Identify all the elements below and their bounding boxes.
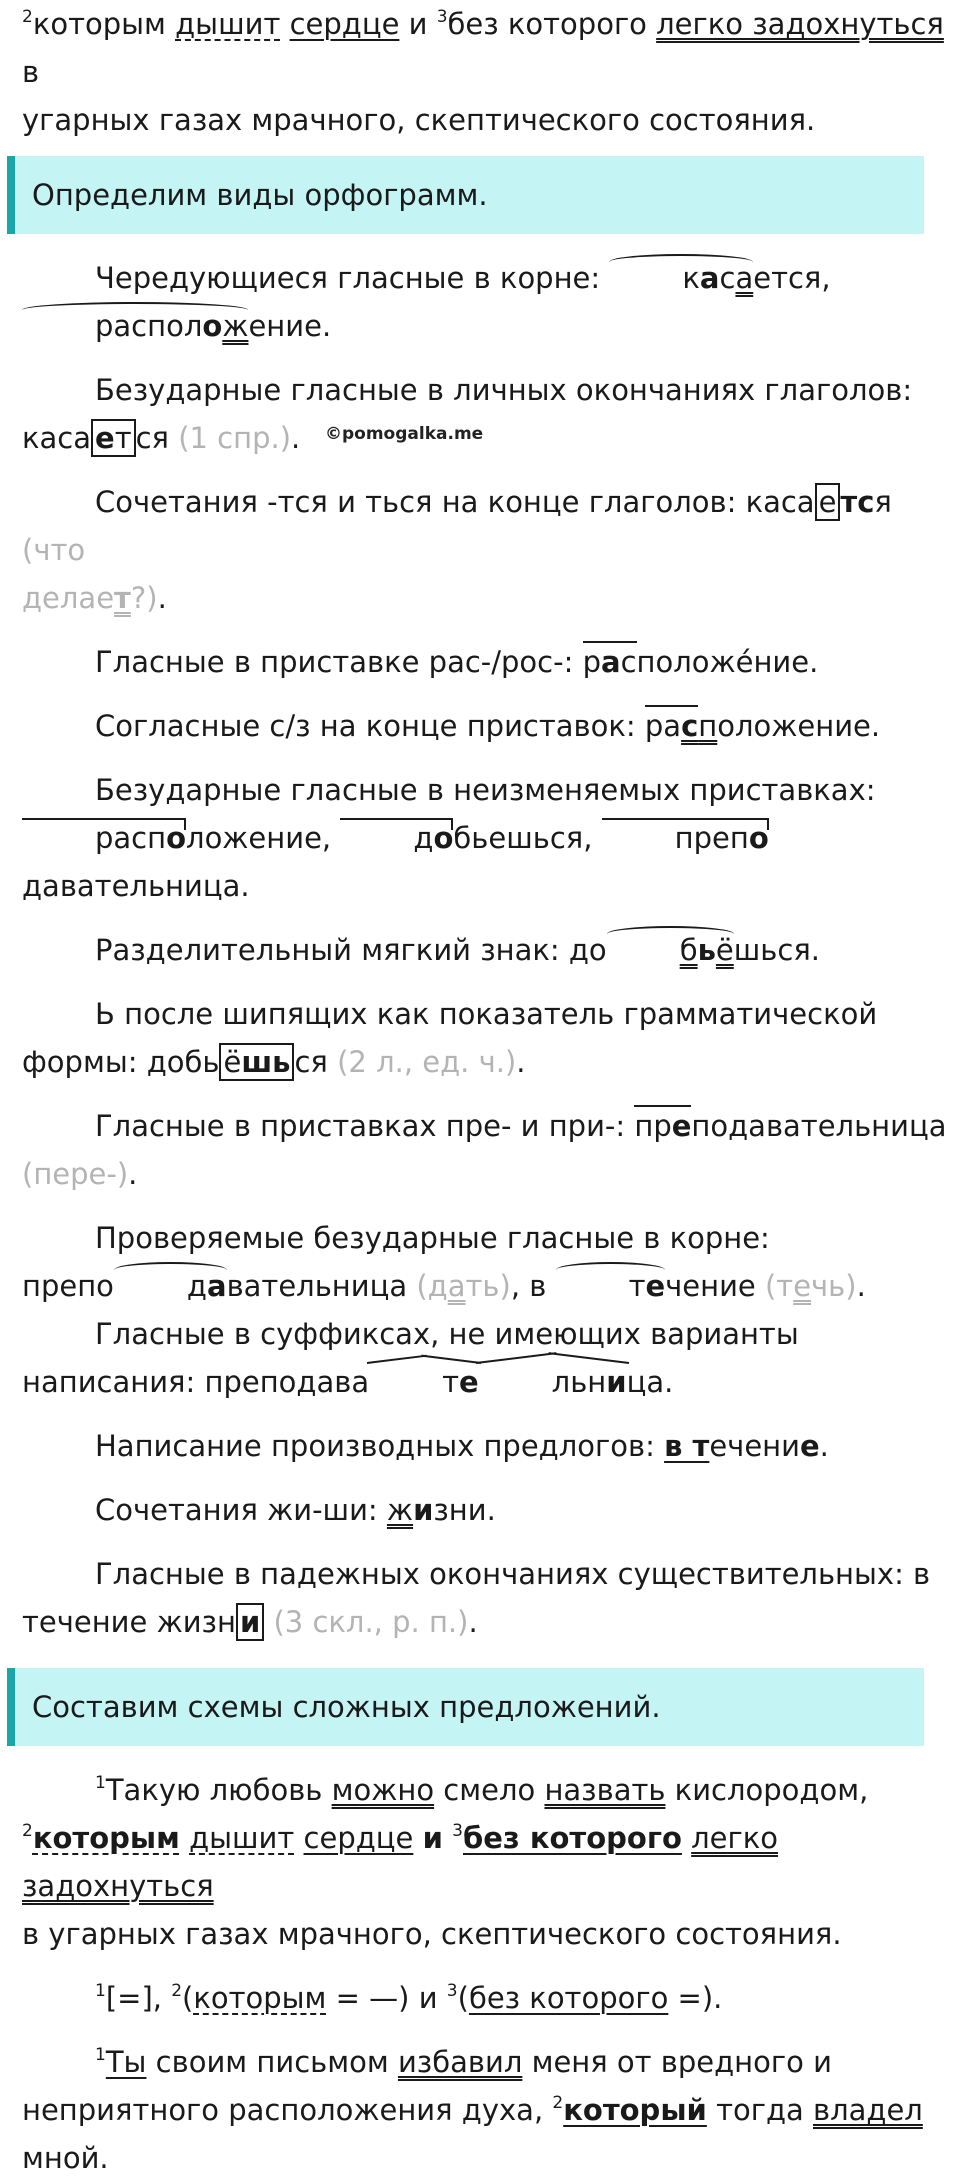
sentence-1-line-2: $^2$которым дышит сердце и $^3$без которого легко задохнуться <box>22 1821 779 1903</box>
watermark: ©pomogalka.me <box>325 424 484 444</box>
ending-box: ет <box>91 419 136 457</box>
intro-line-2: угарных газах мрачного, скептического состояния. <box>22 103 816 137</box>
rule-s-z: Согласные с/з на конце приставок: расположение. <box>22 702 952 750</box>
root-arc: да <box>114 1262 227 1310</box>
root-arc: те <box>556 1262 666 1310</box>
rule-suffix-vowels: Гласные в суффиксах, не имеющих варианты написания: преподава те льница. <box>22 1310 952 1406</box>
rule-alternating-vowels: Чередующиеся гласные в корне: касается, расположение. <box>22 254 952 350</box>
ending-box: ёшь <box>219 1043 294 1081</box>
prefix-bar: рас <box>583 641 637 679</box>
word-bez-kotorogo: без которого <box>447 7 647 41</box>
sentence-1-line-3: в угарных газах мрачного, скептического состояния. <box>22 1917 842 1951</box>
root-arc: бьё <box>607 926 734 974</box>
rule-checkable-vowels: Проверяемые безударные гласные в корне: препо давательница (дать), в течение (течь). <box>22 1214 952 1310</box>
rule-verb-endings: Безударные гласные в личных окончаниях глаголов: каса ет ся (1 спр.). <box>22 373 913 455</box>
rule-ras-ros: Гласные в приставке рас-/рос-: расположе́ние. <box>22 638 952 686</box>
word-dyshit: дышит <box>175 7 281 41</box>
word-legko-zadokhnutsya: легко задохнуться <box>656 7 944 41</box>
suffix-mark: льни <box>479 1358 627 1406</box>
ending-box: е <box>815 483 841 521</box>
sentence-2-line-2: неприятного расположения духа, $^2$который тогда владел <box>22 2093 923 2127</box>
rule-derived-prepositions: Написание производных предлогов: в течение. <box>95 1429 829 1463</box>
rule-soft-sign-after-sibilants: Ь после шипящих как показатель грамматической формы: добь ёшь ся (2 л., ед. ч.). <box>22 997 878 1079</box>
section-heading-schemes: Составим схемы сложных предложений. <box>7 1668 924 1746</box>
word-kotorym: которым <box>32 7 166 41</box>
root-arc: располож <box>22 302 248 350</box>
rule-zhi-shi: Сочетания жи-ши: жизни. <box>95 1493 496 1527</box>
word-i: и <box>408 7 428 41</box>
sentence-1-scheme: $^1$[=], $^2$(которым = —) и $^3$(без которого =). <box>95 1981 723 2015</box>
rule-pre-pri: Гласные в приставках пре- и при-: преподавательница (пере-). <box>22 1102 952 1198</box>
rule-unchangeable-prefixes: Безударные гласные в неизменяемых приставках: расположение, добьешься, преподавательница. <box>22 773 876 903</box>
prefix-bar: рас <box>645 705 698 743</box>
root-arc: каса <box>609 254 753 302</box>
sentence-2-line-1: $^1$Ты своим письмом избавил меня от вредного и <box>95 2045 832 2079</box>
sup-number: 3 <box>436 7 448 27</box>
word-serdtse: сердце <box>289 7 400 41</box>
rule-soft-sign: Разделительный мягкий знак: до бьёшься. <box>22 926 952 974</box>
word-v: в <box>22 55 40 89</box>
section-heading-orthograms: Определим виды орфограмм. <box>7 156 924 234</box>
sup-number: 2 <box>22 7 33 27</box>
sentence-2-line-3: мной. <box>22 2141 109 2175</box>
suffix-mark: те <box>369 1358 479 1406</box>
prefix-bracket: распо <box>22 814 186 862</box>
rule-tsya-tsya: Сочетания -тся и ться на конце глаголов: каса е тся (что делает?). <box>22 485 892 615</box>
prefix-bar: пре <box>634 1105 691 1143</box>
ending-box: и <box>236 1603 264 1641</box>
rule-case-endings: Гласные в падежных окончаниях существительных: в течение жизн и (3 скл., р. п.). <box>22 1557 931 1639</box>
prefix-bracket: до <box>340 814 453 862</box>
prefix-bracket: препо <box>602 814 769 862</box>
intro-line-1 <box>22 0 952 96</box>
sentence-1-line-1: $^1$Такую любовь можно смело назвать кислородом, <box>95 1773 869 1807</box>
